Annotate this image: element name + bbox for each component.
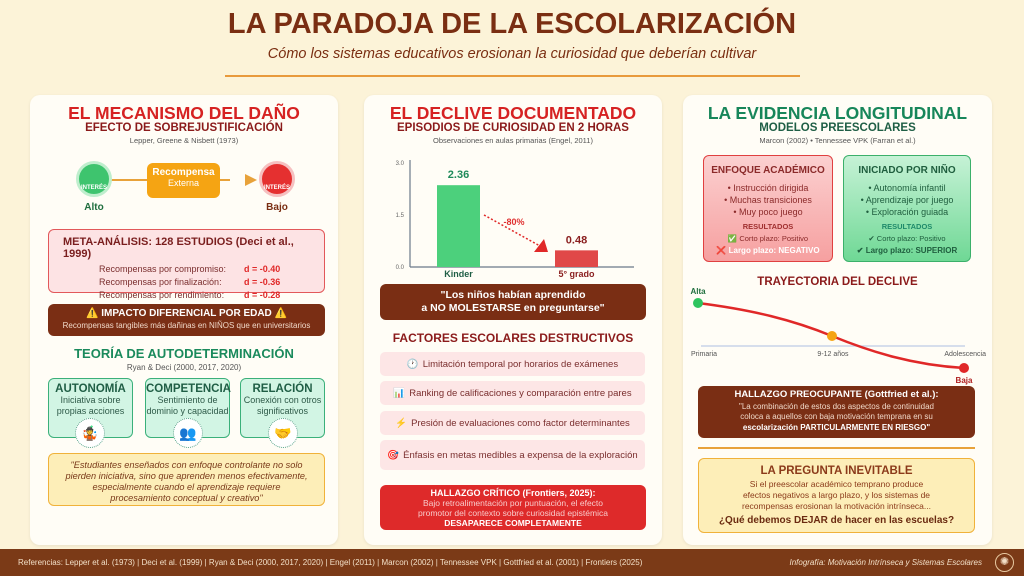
divider bbox=[225, 75, 800, 77]
critical-title: HALLAZGO CRÍTICO (Frontiers, 2025): bbox=[430, 488, 596, 498]
sdt-item-title: RELACIÓN bbox=[252, 383, 313, 395]
stage-label: Primaria bbox=[691, 351, 718, 358]
meta-title: META-ANÁLISIS: 128 ESTUDIOS (Deci et al., 1999) bbox=[63, 236, 294, 260]
factor-item bbox=[380, 381, 645, 405]
result-long: Largo plazo: NEGATIVO bbox=[728, 246, 820, 255]
page-title: LA PARADOJA DE LA ESCOLARIZACIÓN bbox=[227, 8, 797, 40]
finding-text: "La combinación de estos dos aspectos de continuidad bbox=[739, 401, 934, 411]
credit: Infografía: Motivación Intrínseca y Sistemas Escolares bbox=[789, 558, 982, 567]
panel-decline bbox=[364, 95, 662, 545]
podium-people-icon: 👥 bbox=[173, 418, 203, 448]
list-item: • Autonomía infantil bbox=[868, 183, 946, 193]
factor-item bbox=[380, 411, 645, 435]
bar-1 bbox=[555, 250, 598, 267]
sdt-item-title: AUTONOMÍA bbox=[55, 383, 126, 395]
divider bbox=[698, 447, 975, 449]
citation: Marcon (2002) • Tennessee VPK (Farran et al.) bbox=[759, 136, 916, 145]
question-box bbox=[698, 458, 975, 533]
meta-label: Recompensas por compromiso: bbox=[99, 264, 227, 274]
check-icon: ✔ bbox=[868, 234, 877, 243]
check-icon: ✅ bbox=[727, 234, 740, 243]
seal-icon: ✺ bbox=[995, 553, 1014, 572]
question-title: LA PREGUNTA INEVITABLE bbox=[760, 465, 913, 477]
panel-subtitle: EPISODIOS DE CURIOSIDAD EN 2 HORAS bbox=[397, 122, 629, 134]
quote-box bbox=[380, 284, 646, 320]
list-item: • Muchas transiciones bbox=[724, 195, 812, 205]
badge-text: INTERÉS bbox=[80, 185, 107, 191]
question-text: efectos negativos a largo plazo, y los sistemas de bbox=[742, 490, 931, 500]
panel-title: EL DECLIVE DOCUMENTADO bbox=[389, 103, 637, 123]
meta-row bbox=[49, 276, 324, 289]
sdt-item-desc: Sentimiento de dominio y capacidad bbox=[146, 395, 229, 416]
factor-icon: 🎯 bbox=[387, 449, 400, 461]
quote-line: "Los niños habían aprendido bbox=[440, 289, 586, 301]
factor-icon: 📊 bbox=[393, 387, 406, 399]
references: Referencias: Lepper et al. (1973) | Deci et al. (1999) | Ryan & Deci (2000, 2017, 2020) | Engel (2011) | Marcon (2002) | Tennessee VPK | Gottfried et al. (2001) | Frontiers (2025) bbox=[18, 558, 643, 567]
y-tick-label: 3.0 bbox=[395, 161, 404, 167]
label-high: Alta bbox=[690, 287, 706, 296]
results-label: RESULTADOS bbox=[742, 222, 794, 231]
point-mid bbox=[827, 331, 837, 341]
cross-icon: ❌ bbox=[716, 246, 729, 255]
worrying-finding-box bbox=[698, 386, 975, 438]
panel-subtitle: MODELOS PREESCOLARES bbox=[759, 122, 916, 134]
factors-title: FACTORES ESCOLARES DESTRUCTIVOS bbox=[392, 331, 634, 345]
arrow-head-icon bbox=[534, 239, 548, 252]
meta-label: Recompensas por finalización: bbox=[99, 277, 222, 287]
interest-low-icon bbox=[259, 161, 295, 197]
trajectory-chart bbox=[683, 285, 992, 385]
curiosity-bar-chart bbox=[364, 150, 662, 280]
factor-text: Ranking de calificaciones y comparación entre pares bbox=[409, 387, 632, 399]
label-low: Bajo bbox=[266, 202, 288, 213]
arrow-icon bbox=[245, 174, 257, 186]
trajectory-title: TRAYECTORIA DEL DECLIVE bbox=[757, 276, 918, 288]
bar-value-label: 0.48 bbox=[565, 234, 588, 247]
result-short: Corto plazo: Positivo bbox=[876, 234, 946, 243]
finding-text: coloca a aquellos con baja motivación temprana en su bbox=[740, 412, 933, 421]
panel-title: LA EVIDENCIA LONGITUDINAL bbox=[707, 103, 968, 123]
box-title: INICIADO POR NIÑO bbox=[858, 165, 956, 176]
critical-finding-box bbox=[380, 485, 646, 530]
sdt-item-title: COMPETENCIA bbox=[146, 383, 231, 395]
category-label: 5° grado bbox=[558, 269, 595, 279]
question-ask: ¿Qué debemos DEJAR de hacer en las escuelas? bbox=[718, 515, 955, 526]
meta-value: d = -0.28 bbox=[244, 290, 281, 300]
interest-high-icon bbox=[76, 161, 112, 197]
critical-emphasis: DESAPARECE COMPLETAMENTE bbox=[444, 518, 582, 528]
finding-text: escolarización PARTICULARMENTE EN RIESGO" bbox=[742, 422, 931, 432]
academic-approach-box bbox=[703, 155, 833, 262]
reward-title: Recompensa bbox=[152, 167, 215, 178]
list-item: • Muy poco juego bbox=[733, 207, 803, 217]
page-subtitle: Cómo los sistemas educativos erosionan la curiosidad que deberían cultivar bbox=[267, 46, 757, 62]
y-tick-label: 0.0 bbox=[395, 265, 404, 271]
meta-label: Recompensas por rendimiento: bbox=[99, 290, 225, 300]
finding-title: HALLAZGO PREOCUPANTE (Gottfried et al.): bbox=[734, 389, 939, 400]
impact-title: ⚠️ IMPACTO DIFERENCIAL POR EDAD ⚠️ bbox=[85, 308, 288, 319]
footer bbox=[0, 549, 1024, 576]
sdt-citation: Ryan & Deci (2000, 2017, 2020) bbox=[126, 363, 242, 372]
age-impact-box bbox=[48, 304, 325, 336]
question-text: Si el preescolar académico temprano produce bbox=[749, 479, 924, 489]
badge-text: INTERÉS bbox=[263, 185, 290, 191]
juggler-icon: 🤹 bbox=[75, 418, 105, 448]
factor-text: Énfasis en metas medibles a expensa de la exploración bbox=[403, 449, 638, 461]
factor-icon: ⚡ bbox=[395, 417, 408, 429]
list-item: • Aprendizaje por juego bbox=[860, 195, 954, 205]
category-label: Kinder bbox=[444, 269, 473, 279]
meta-value: d = -0.36 bbox=[244, 277, 281, 287]
bar-value-label: 2.36 bbox=[447, 169, 470, 182]
box-title: ENFOQUE ACADÉMICO bbox=[711, 165, 825, 176]
meta-value: d = -0.40 bbox=[244, 264, 281, 274]
y-tick-label: 1.5 bbox=[395, 213, 404, 219]
change-label: -80% bbox=[503, 217, 525, 227]
label-low: Baja bbox=[955, 376, 973, 385]
quote-box: "Estudiantes enseñados con enfoque controlante no solo pierden iniciativa, sino que aprenden menos efectivamente, especialmente cuando el aprendizaje requiere procesamiento conceptual y creativo" bbox=[48, 453, 325, 506]
critical-text: promotor del contexto sobre curiosidad epistémica bbox=[418, 508, 608, 518]
result-short: Corto plazo: Positivo bbox=[739, 234, 809, 243]
check-icon: ✔ bbox=[856, 246, 866, 255]
factor-text: Limitación temporal por horarios de exámenes bbox=[422, 358, 619, 370]
factor-item bbox=[380, 440, 645, 470]
factor-icon: 🕐 bbox=[406, 358, 419, 370]
meta-analysis-box bbox=[48, 229, 325, 300]
meta-row bbox=[49, 263, 324, 276]
sdt-item-desc: Conexión con otros significativos bbox=[243, 395, 322, 416]
sdt-item-desc: Iniciativa sobre propias acciones bbox=[56, 395, 125, 416]
citation: Observaciones en aulas primarias (Engel, 2011) bbox=[433, 136, 593, 145]
panel-title: EL MECANISMO DEL DAÑO bbox=[68, 103, 300, 123]
stage-label: 9-12 años bbox=[817, 351, 849, 358]
list-item: • Instrucción dirigida bbox=[727, 183, 809, 193]
results-label: RESULTADOS bbox=[881, 222, 933, 231]
point-low bbox=[959, 363, 969, 373]
factor-item bbox=[380, 352, 645, 376]
result-long: Largo plazo: SUPERIOR bbox=[865, 246, 958, 255]
point-high bbox=[693, 298, 703, 308]
bar-0 bbox=[437, 185, 480, 267]
impact-text: Recompensas tangibles más dañinas en NIÑOS que en universitarios bbox=[62, 321, 311, 330]
critical-text: Bajo retroalimentación por puntuación, el efecto bbox=[422, 498, 604, 508]
factor-text: Presión de evaluaciones como factor determinantes bbox=[411, 417, 630, 429]
panel-subtitle: EFECTO DE SOBREJUSTIFICACIÓN bbox=[85, 122, 283, 134]
meta-row bbox=[49, 289, 324, 302]
reward-sub: Externa bbox=[167, 178, 200, 188]
citation: Lepper, Greene & Nisbett (1973) bbox=[129, 136, 239, 145]
child-initiated-box bbox=[843, 155, 971, 262]
quote-line: a NO MOLESTARSE en preguntarse" bbox=[421, 302, 605, 314]
question-text: recompensas erosionan la motivación intrínseca... bbox=[742, 501, 931, 511]
handshake-icon: 🤝 bbox=[268, 418, 298, 448]
label-high: Alto bbox=[84, 202, 104, 213]
list-item: • Exploración guiada bbox=[865, 207, 949, 217]
panel-longitudinal bbox=[683, 95, 992, 545]
stage-label: Adolescencia bbox=[944, 351, 986, 358]
reward-box bbox=[147, 163, 220, 198]
panel-mechanism bbox=[30, 95, 338, 545]
sdt-title: TEORÍA DE AUTODETERMINACIÓN bbox=[74, 346, 294, 361]
